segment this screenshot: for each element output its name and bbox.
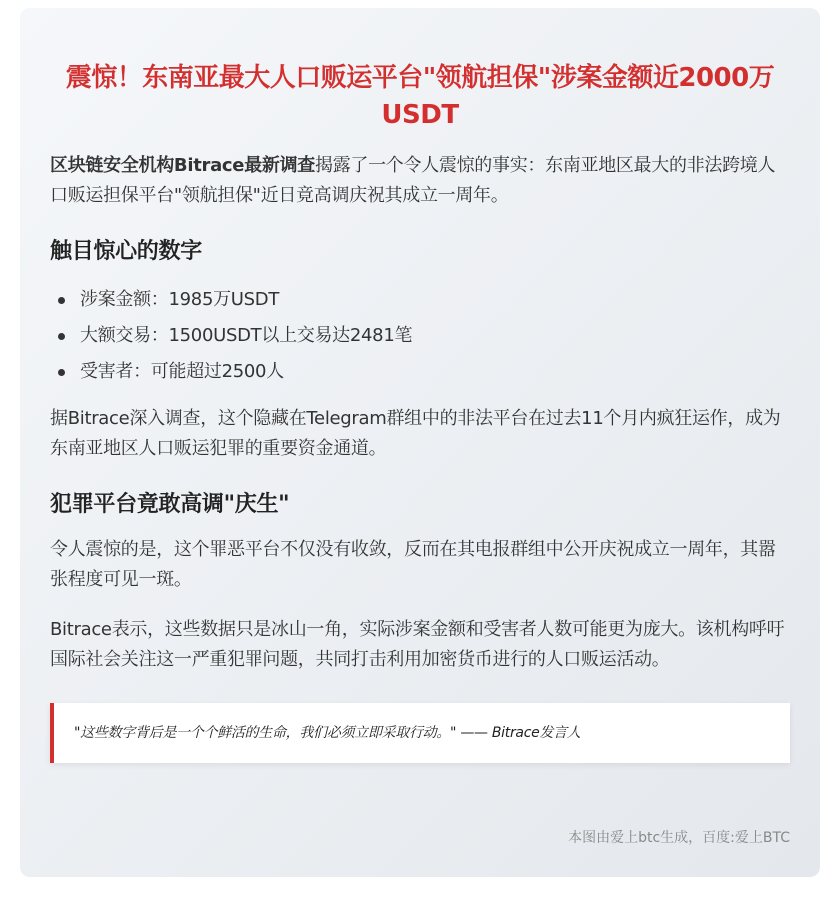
spokesperson-quote [50,703,790,763]
intro-bold-lead: 区块链安全机构Bitrace最新调查 [50,155,315,176]
bitrace-statement-paragraph: Bitrace表示，这些数据只是冰山一角，实际涉案金额和受害者人数可能更为庞大。该机构呼吁国际社会关注这一严重犯罪问题，共同打击利用加密货币进行的人口贩运活动。 [50,619,785,670]
bullet-dot-icon [58,333,65,340]
list-item [50,354,790,390]
key-figures-list [50,282,790,390]
bullet-dot-icon [58,297,65,304]
intro-paragraph [50,151,790,211]
article-card [20,8,820,877]
section-heading-celebration: 犯罪平台竟敢高调"庆生" [50,492,290,517]
list-item [50,282,790,318]
celebration-paragraph: 令人震惊的是，这个罪恶平台不仅没有收敛，反而在其电报群组中公开庆祝成立一周年，其嚣张程度可见一斑。 [50,539,776,590]
list-item [50,318,790,354]
list-item-text: 受害者：可能超过2500人 [80,361,284,382]
footer-watermark: 本图由爱上btc生成，百度:爱上BTC [568,830,790,846]
list-item-text: 涉案金额：1985万USDT [80,289,280,310]
article-title: 震惊！东南亚最大人口贩运平台"领航担保"涉案金额近2000万USDT [65,63,775,130]
bullet-dot-icon [58,369,65,376]
list-item-text: 大额交易：1500USDT以上交易达2481笔 [80,325,413,346]
quote-text: "这些数字背后是一个个鲜活的生命，我们必须立即采取行动。" —— Bitrace发言人 [74,725,581,741]
intro-rest: 揭露了一个令人震惊的事实：东南亚地区最大的非法跨境人口贩运担保平台"领航担保"近日竟高调庆祝其成立一周年。 [50,155,776,206]
section-heading-numbers: 触目惊心的数字 [50,239,202,264]
investigation-paragraph: 据Bitrace深入调查，这个隐藏在Telegram群组中的非法平台在过去11个月内疯狂运作，成为东南亚地区人口贩运犯罪的重要资金通道。 [50,408,781,459]
